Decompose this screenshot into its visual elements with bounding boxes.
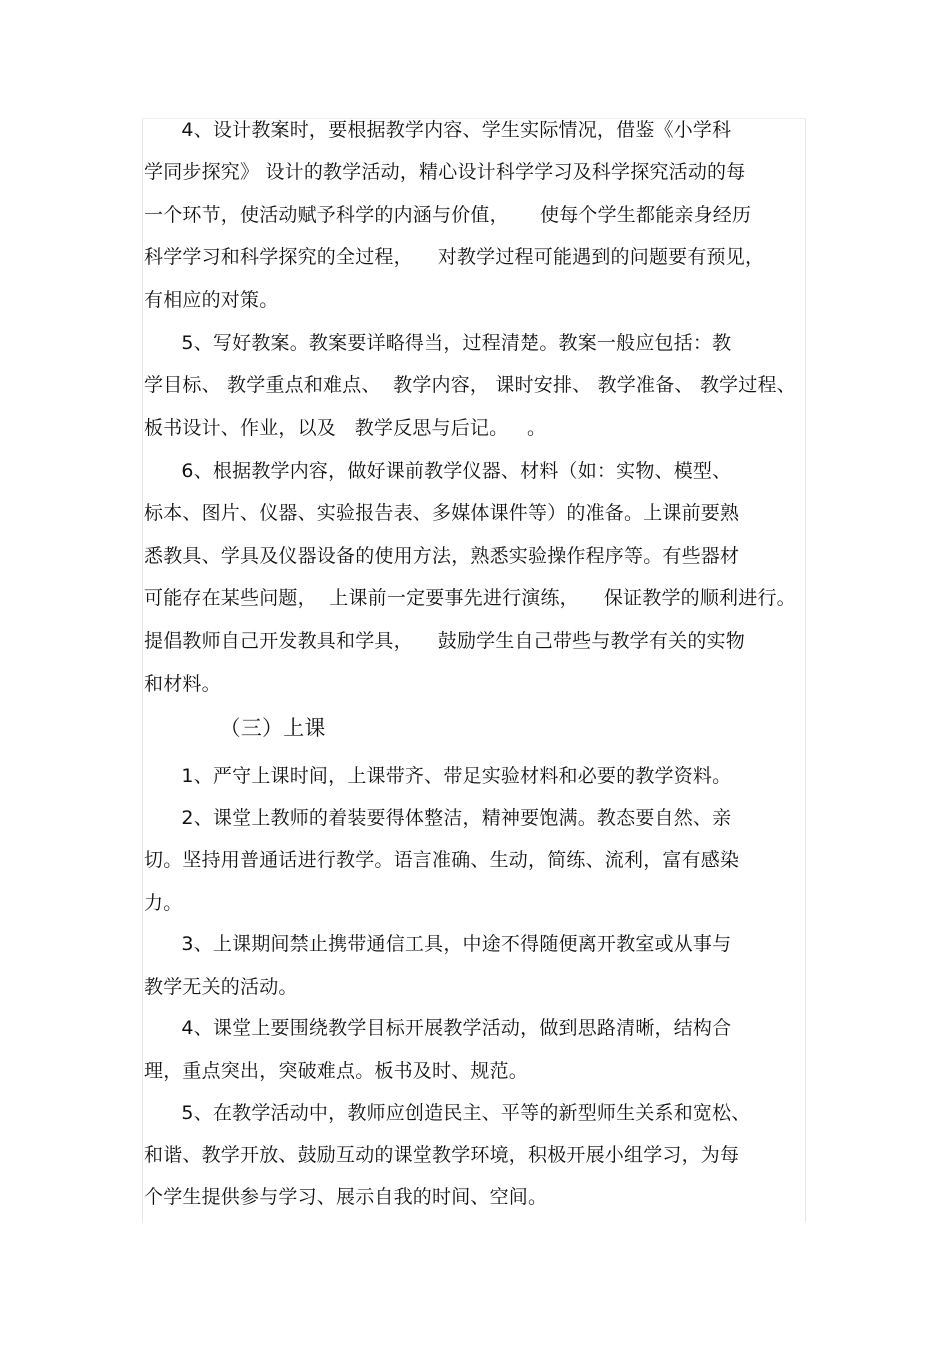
text-line: 个学生提供参与学习、展示自我的时间、空间。 xyxy=(144,1186,548,1208)
text-line: 5、在教学活动中，教师应创造民主、平等的新型师生关系和宽松、 xyxy=(144,1102,751,1124)
text-line: 5、写好教案。教案要详略得当，过程清楚。教案一般应包括：教 xyxy=(144,332,732,354)
text-line: 一个环节，使活动赋予科学的内涵与价值， 使每个学生都能亲身经历 xyxy=(144,204,752,226)
text-line: 4、课堂上要围绕教学目标开展教学活动，做到思路清晰，结构合 xyxy=(144,1017,732,1039)
text-line: 2、课堂上教师的着装要得体整洁，精神要饱满。教态要自然、亲 xyxy=(144,807,732,829)
text-line: 有相应的对策。 xyxy=(144,289,279,311)
text-line: 和材料。 xyxy=(144,673,221,695)
text-line: 板书设计、作业，以及 教学反思与后记。 。 xyxy=(144,417,547,439)
text-line: 教学无关的活动。 xyxy=(144,976,298,998)
text-line: 切。坚持用普通话进行教学。语言准确、生动，简练、流利，富有感染 xyxy=(144,849,740,871)
text-line: 理，重点突出，突破难点。板书及时、规范。 xyxy=(144,1060,529,1082)
text-line: 和谐、教学开放、鼓励互动的课堂教学环境，积极开展小组学习，为每 xyxy=(144,1144,740,1166)
text-line: 1、严守上课时间，上课带齐、带足实验材料和必要的教学资料。 xyxy=(144,765,732,787)
section-heading: （三）上课 xyxy=(144,716,326,740)
text-line: 力。 xyxy=(144,892,183,914)
text-line: 学目标、 教学重点和难点、 教学内容， 课时安排、 教学准备、 教学过程、 xyxy=(144,374,796,396)
text-line: 4、设计教案时，要根据教学内容、学生实际情况，借鉴《小学科 xyxy=(144,119,732,141)
text-line: 学同步探究》 设计的教学活动，精心设计科学学习及科学探究活动的每 xyxy=(144,161,746,183)
text-line: 提倡教师自己开发教具和学具， 鼓励学生自己带些与教学有关的实物 xyxy=(144,630,745,652)
text-line: 3、上课期间禁止携带通信工具，中途不得随便离开教室或从事与 xyxy=(144,933,732,955)
page-frame xyxy=(142,118,806,1222)
text-line: 6、根据教学内容，做好课前教学仪器、材料（如：实物、模型、 xyxy=(144,460,732,482)
text-line: 标本、图片、仪器、实验报告表、多媒体课件等）的准备。上课前要熟 xyxy=(144,502,740,524)
text-line: 悉教具、学具及仪器设备的使用方法，熟悉实验操作程序等。有些器材 xyxy=(144,545,740,567)
text-line: 可能存在某些问题， 上课前一定要事先进行演练， 保证教学的顺利进行。 xyxy=(144,587,796,609)
text-line: 科学学习和科学探究的全过程， 对教学过程可能遇到的问题要有预见， xyxy=(144,246,765,268)
